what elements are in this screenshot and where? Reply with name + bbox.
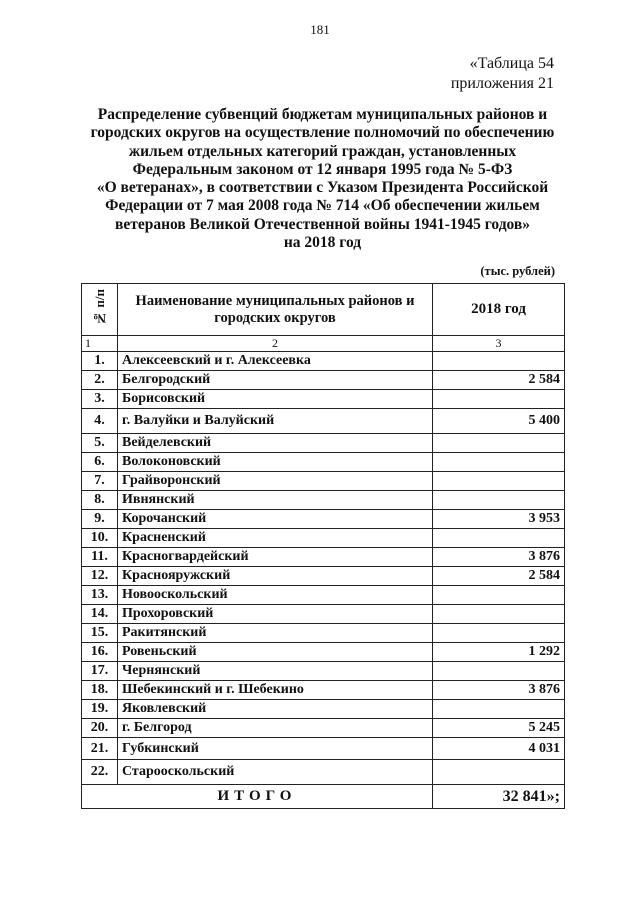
row-number: 5.	[82, 434, 118, 453]
subvention-table	[81, 283, 565, 809]
header-name-cell: Наименование муниципальных районов и городских округов	[118, 284, 433, 336]
header-number-label: № п/п	[91, 288, 107, 326]
subvention-value	[433, 700, 565, 719]
title-line: Распределение субвенций бюджетам муниципальных районов и	[97, 106, 548, 123]
column-index-3: 3	[433, 336, 565, 352]
header-year-cell: 2018 год	[433, 284, 565, 336]
row-number: 15.	[82, 624, 118, 643]
district-name: Корочанский	[118, 510, 433, 529]
table-row	[82, 586, 565, 605]
units-label: (тыс. рублей)	[480, 264, 555, 278]
row-number: 19.	[82, 700, 118, 719]
district-name: Белгородский	[118, 371, 433, 390]
row-number: 13.	[82, 586, 118, 605]
row-number: 10.	[82, 529, 118, 548]
table-ref-line2: приложения 21	[450, 75, 554, 92]
table-row	[82, 510, 565, 529]
row-number: 6.	[82, 453, 118, 472]
table-row	[82, 548, 565, 567]
table-ref-line1: «Таблица 54	[469, 55, 554, 72]
district-name: Яковлевский	[118, 700, 433, 719]
subvention-value	[433, 624, 565, 643]
row-number: 21.	[82, 738, 118, 760]
subvention-value	[433, 662, 565, 681]
subvention-value	[433, 472, 565, 491]
table-row	[82, 719, 565, 738]
table-row	[82, 567, 565, 586]
table-row	[82, 760, 565, 785]
table-row	[82, 390, 565, 409]
row-number: 12.	[82, 567, 118, 586]
total-value: 32 841»;	[433, 785, 565, 809]
subvention-value	[433, 491, 565, 510]
row-number: 7.	[82, 472, 118, 491]
district-name: г. Валуйки и Валуйский	[118, 409, 433, 434]
district-name: Волоконовский	[118, 453, 433, 472]
title-line: городских округов на осуществление полномочий по обеспечению	[90, 124, 555, 142]
table-row	[82, 605, 565, 624]
subvention-value: 3 953	[433, 510, 565, 529]
district-name: Старооскольский	[118, 760, 433, 785]
table-row	[82, 700, 565, 719]
total-label: ИТОГО	[82, 785, 433, 809]
title-line: Федерации от 7 мая 2008 года № 714 «Об обеспечении жильем	[105, 197, 540, 215]
subvention-value	[433, 434, 565, 453]
district-name: Краснояружский	[118, 567, 433, 586]
subvention-value	[433, 760, 565, 785]
district-name: г. Белгород	[118, 719, 433, 738]
row-number: 1.	[82, 352, 118, 371]
subvention-value: 4 031	[433, 738, 565, 760]
district-name: Новооскольский	[118, 586, 433, 605]
subvention-value: 5 400	[433, 409, 565, 434]
table-header-row	[82, 284, 565, 336]
subvention-value	[433, 586, 565, 605]
district-name: Ровеньский	[118, 643, 433, 662]
row-number: 11.	[82, 548, 118, 567]
district-name: Борисовский	[118, 390, 433, 409]
row-number: 3.	[82, 390, 118, 409]
title-line: жильем отдельных категорий граждан, установленных	[128, 142, 517, 160]
page-number: 181	[310, 22, 330, 37]
row-number: 20.	[82, 719, 118, 738]
subvention-value: 2 584	[433, 371, 565, 390]
column-index-row	[82, 336, 565, 352]
district-name: Чернянский	[118, 662, 433, 681]
title-line: ветеранов Великой Отечественной войны 1941-1945 годов»	[114, 215, 531, 233]
subvention-value	[433, 453, 565, 472]
table-row	[82, 738, 565, 760]
row-number: 16.	[82, 643, 118, 662]
column-index-1: 1	[82, 336, 118, 352]
table-row	[82, 529, 565, 548]
row-number: 4.	[82, 409, 118, 434]
subvention-value: 2 584	[433, 567, 565, 586]
table-row	[82, 624, 565, 643]
row-number: 8.	[82, 491, 118, 510]
district-name: Грайворонский	[118, 472, 433, 491]
district-name: Ракитянский	[118, 624, 433, 643]
table-row	[82, 491, 565, 510]
row-number: 2.	[82, 371, 118, 390]
total-row	[82, 785, 565, 809]
district-name: Красногвардейский	[118, 548, 433, 567]
subvention-value	[433, 605, 565, 624]
table-row	[82, 352, 565, 371]
subvention-value	[433, 529, 565, 548]
header-number-cell	[82, 284, 118, 336]
district-name: Красненский	[118, 529, 433, 548]
subvention-value: 3 876	[433, 681, 565, 700]
subvention-value	[433, 390, 565, 409]
title-line: Федеральным законом от 12 января 1995 года № 5-ФЗ	[132, 160, 513, 178]
table-row	[82, 371, 565, 390]
table-row	[82, 453, 565, 472]
row-number: 18.	[82, 681, 118, 700]
table-row	[82, 643, 565, 662]
table-row	[82, 434, 565, 453]
table-row	[82, 681, 565, 700]
table-row	[82, 662, 565, 681]
subvention-value: 5 245	[433, 719, 565, 738]
table-row	[82, 472, 565, 491]
subvention-value	[433, 352, 565, 371]
district-name: Ивнянский	[118, 491, 433, 510]
district-name: Алексеевский и г. Алексеевка	[118, 352, 433, 371]
district-name: Прохоровский	[118, 605, 433, 624]
table-reference	[451, 54, 554, 94]
row-number: 9.	[82, 510, 118, 529]
title-line: «О ветеранах», в соответствии с Указом Президента Российской	[96, 179, 549, 197]
row-number: 17.	[82, 662, 118, 681]
subvention-value: 1 292	[433, 643, 565, 662]
table-row	[82, 409, 565, 434]
district-name: Губкинский	[118, 738, 433, 760]
district-name: Вейделевский	[118, 434, 433, 453]
column-index-2: 2	[118, 336, 433, 352]
subvention-value: 3 876	[433, 548, 565, 567]
row-number: 22.	[82, 760, 118, 785]
document-title	[85, 106, 560, 252]
row-number: 14.	[82, 605, 118, 624]
title-line: на 2018 год	[283, 234, 362, 252]
district-name: Шебекинский и г. Шебекино	[118, 681, 433, 700]
